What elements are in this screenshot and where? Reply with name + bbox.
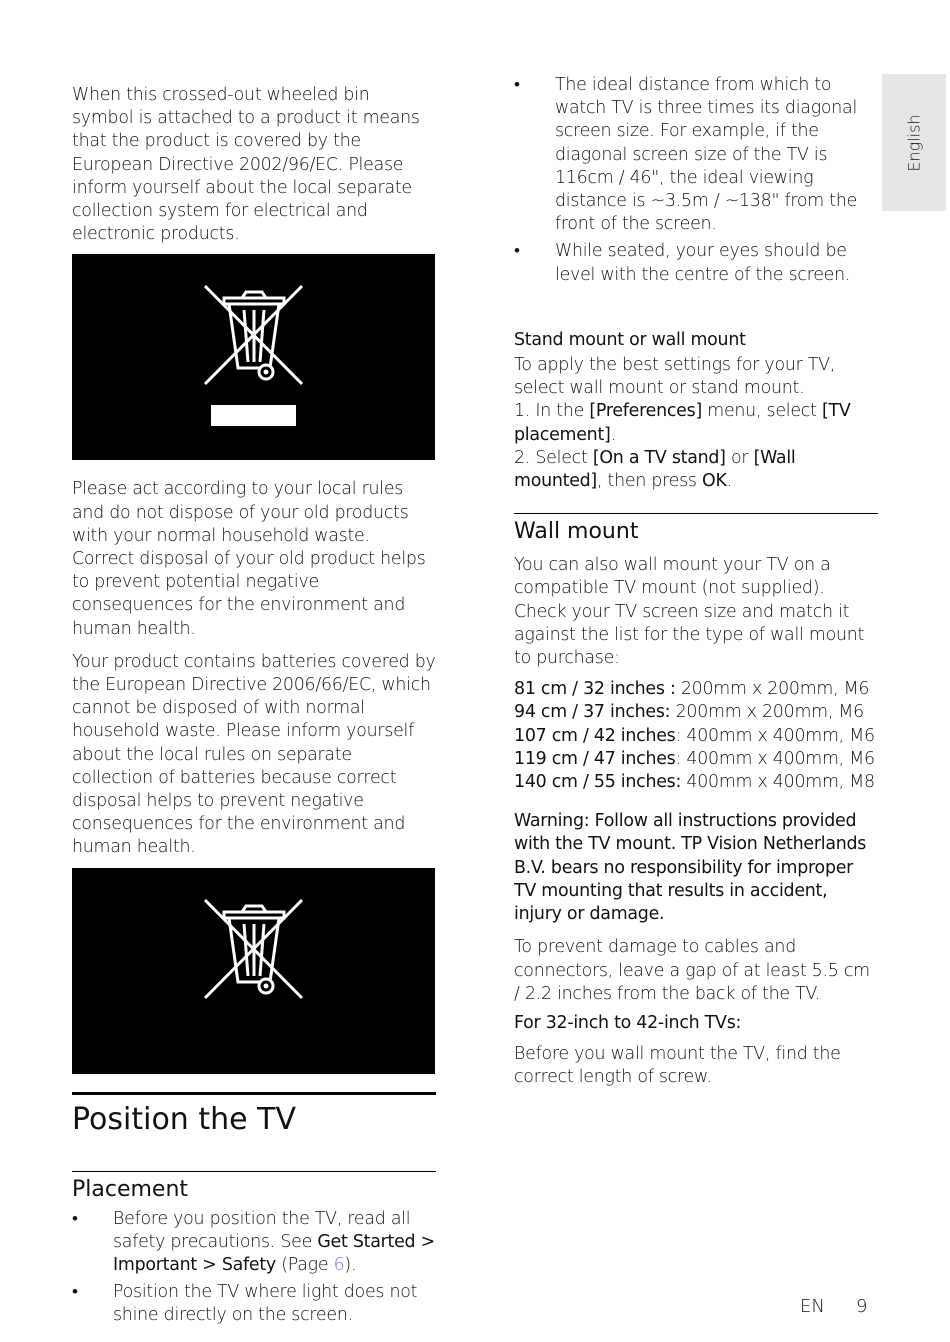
stand-step-1: 1. In the [Preferences] menu, select [TV placement]. (514, 401, 851, 445)
mount-row: 107 cm / 42 inches: 400mm x 400mm, M6 (514, 725, 875, 746)
left-column (72, 84, 436, 1332)
stand-intro: To apply the best settings for your TV, select wall mount or stand mount. (514, 355, 836, 399)
mount-row: 119 cm / 47 inches: 400mm x 400mm, M6 (514, 748, 875, 769)
warning-text: Warning: Follow all instructions provided with the TV mount. TP Vision Netherlands B.V. bears no responsibility for improper TV mounting that results in accident, injury or damage. (514, 811, 867, 925)
sizes-heading: For 32-inch to 42-inch TVs: (514, 1012, 742, 1033)
screw-paragraph: Before you wall mount the TV, find the correct length of screw. (514, 1044, 841, 1088)
footer-lang: EN (800, 1296, 825, 1317)
bullet-seated: • While seated, your eyes should be level with the centre of the screen. (514, 240, 878, 286)
placement-bullets (72, 1208, 436, 1328)
battery-paragraph: Your product contains batteries covered by the European Directive 2006/66/EC, which cannot be disposed of with normal household waste. Please inform yourself about the local rules on separate collection of batteries because correct disposal helps to prevent negative consequences for the environment and human health. (72, 651, 436, 858)
mount-row: 81 cm / 32 inches : 200mm x 200mm, M6 (514, 679, 870, 700)
right-column (514, 74, 878, 1090)
placement-title: Placement (72, 1171, 436, 1204)
wall-intro: You can also wall mount your TV on a compatible TV mount (not supplied). Check your TV screen size and match it against the list for the type of wall mount to purchase: (514, 555, 865, 669)
crossed-bin-icon (202, 898, 306, 1008)
crossed-bin-icon (202, 284, 306, 394)
placement-bullet-safety: • Before you position the TV, read all safety precautions. See Get Started > Important > Safety (Page 6). (72, 1208, 436, 1278)
stand-step-2: 2. Select [On a TV stand] or [Wall mounted], then press OK. (514, 447, 796, 492)
section-title: Position the TV (72, 1092, 436, 1139)
gap-paragraph: To prevent damage to cables and connectors, leave a gap of at least 5.5 cm / 2.2 inches from the back of the TV. (514, 937, 870, 1004)
bin-underline-bar (211, 405, 296, 426)
dispose-paragraph: Please act according to your local rules and do not dispose of your old products with your normal household waste. Correct disposal of your old product helps to prevent potential negative consequences for the environment and human health. (72, 479, 426, 639)
language-tab (882, 74, 946, 211)
wall-mount-title: Wall mount (514, 513, 878, 546)
mount-row: 94 cm / 37 inches: 200mm x 200mm, M6 (514, 702, 864, 723)
bullet-distance: • The ideal distance from which to watch TV is three times its diagonal screen size. For example, if the diagonal screen size of the TV is 116cm / 46", the ideal viewing distance is ~3.5m / ~138" from the front of the screen. (514, 74, 878, 236)
stand-title: Stand mount or wall mount (514, 329, 746, 350)
weee-bin-image (72, 254, 435, 460)
battery-bin-image (72, 868, 435, 1074)
language-tab-label: English (904, 113, 924, 172)
weee-paragraph: When this crossed-out wheeled bin symbol is attached to a product it means that the product is covered by the European Directive 2002/96/EC. Please inform yourself about the local separate collection system for electrical and electronic products. (72, 85, 420, 245)
safety-path: Get Started > Important > Safety (113, 1231, 435, 1276)
mount-row: 140 cm / 55 inches: 400mm x 400mm, M8 (514, 772, 875, 793)
mount-list (514, 678, 878, 794)
page-link[interactable]: 6 (333, 1255, 345, 1276)
viewing-bullets (514, 74, 878, 287)
footer-page-number: 9 (856, 1296, 868, 1317)
placement-bullet-light: • Position the TV where light does not shine directly on the screen. (72, 1281, 436, 1327)
